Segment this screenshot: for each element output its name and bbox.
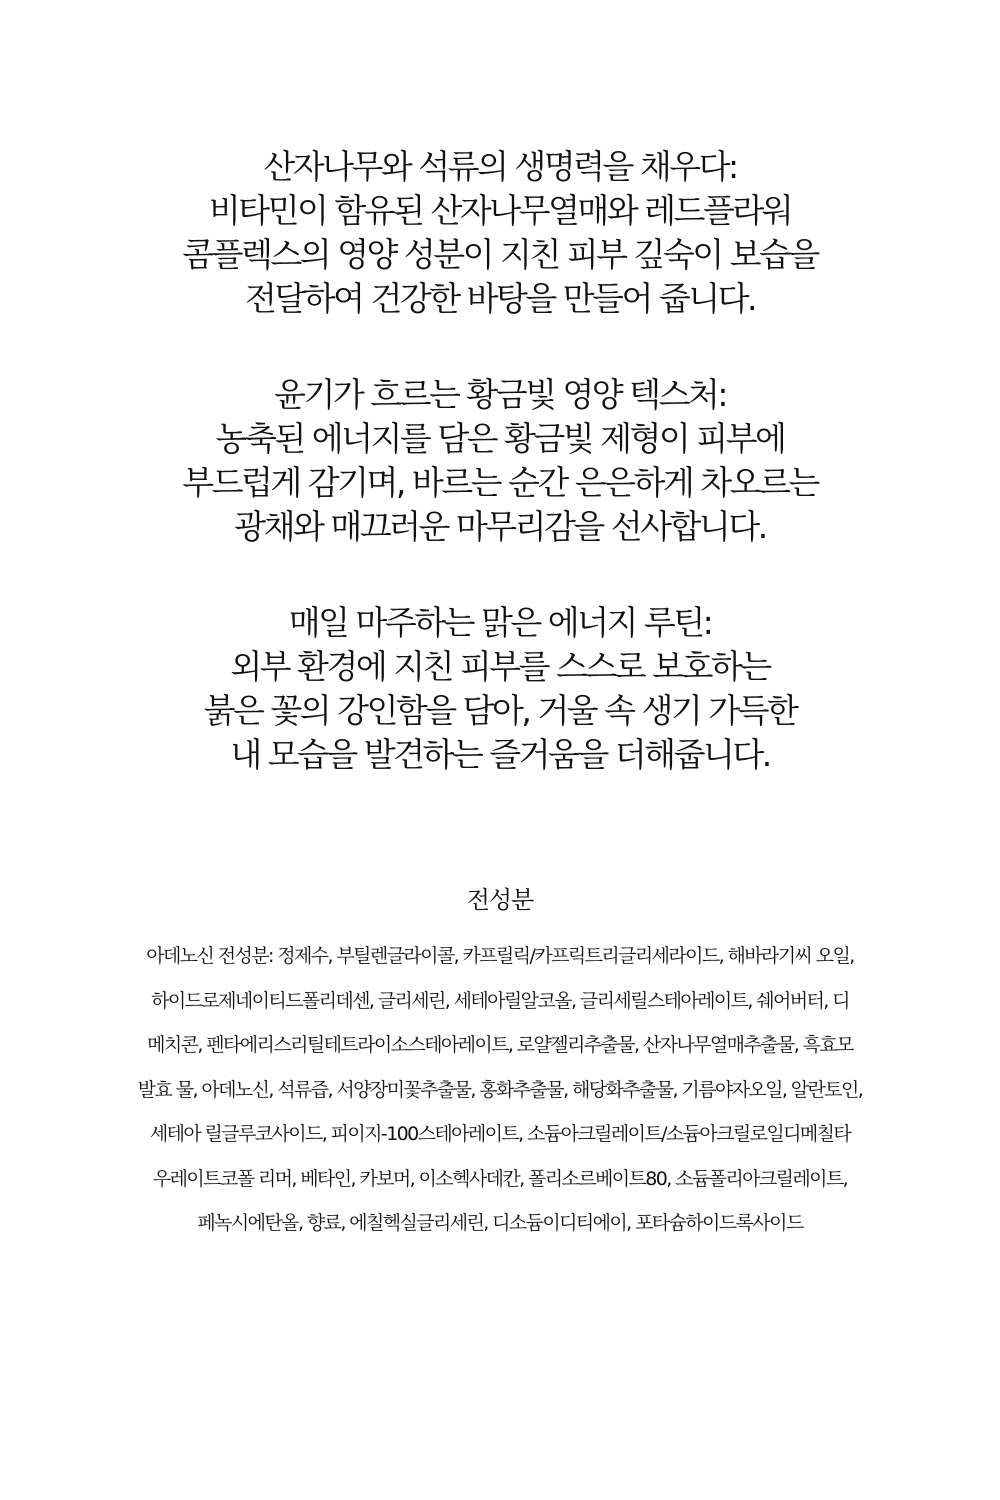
paragraph-line: 붉은 꽃의 강인함을 담아, 거울 속 생기 가득한	[203, 691, 797, 730]
ingredients-section	[0, 880, 1000, 1246]
paragraph-heading: 매일 마주하는 맑은 에너지 루틴:	[288, 603, 712, 642]
ingredients-line: 하이드로제네이티드폴리데센, 글리세린, 세테아릴알코올, 글리세릴스테아레이트, 쉐어버터, 디	[151, 989, 849, 1012]
ingredients-line: 메치콘, 펜타에리스리틸테트라이소스테아레이트, 로얄젤리추출물, 산자나무열매추출물, 흑효모	[147, 1034, 853, 1056]
paragraph-line: 전달하여 건강한 바탕을 만들어 줍니다.	[245, 279, 755, 318]
paragraph-line: 콤플렉스의 영양 성분이 지친 피부 깊숙이 보습을	[182, 235, 818, 274]
ingredients-line: 아데노신 전성분: 정제수, 부틸렌글라이콜, 카프릴릭/카프릭트리글리세라이드, 해바라기씨 오일,	[146, 945, 854, 967]
paragraph-line: 광채와 매끄러운 마무리감을 선사합니다.	[234, 507, 766, 546]
ingredients-line: 발효 물, 아데노신, 석류즙, 서양장미꽃추출물, 홍화추출물, 해당화추출물, 기름야자오일, 알란토인,	[137, 1078, 863, 1101]
intro-paragraph-1	[0, 145, 1000, 321]
paragraph-line: 내 모습을 발견하는 즐거움을 더해줍니다.	[230, 735, 770, 774]
ingredients-line: 세테아 릴글루코사이드, 피이지-100스테아레이트, 소듐아크릴레이트/소듐아크릴로일디메칠타	[149, 1123, 851, 1145]
intro-paragraph-2	[0, 373, 1000, 549]
paragraph-line: 농축된 에너지를 담은 황금빛 제형이 피부에	[215, 419, 785, 458]
intro-section	[0, 145, 1000, 777]
ingredients-title: 전성분	[466, 886, 534, 914]
paragraph-line: 부드럽게 감기며, 바르는 순간 은은하게 차오르는	[182, 463, 818, 502]
paragraph-line: 외부 환경에 지친 피부를 스스로 보호하는	[230, 647, 770, 686]
paragraph-line: 비타민이 함유된 산자나무열매와 레드플라워	[208, 191, 792, 230]
intro-paragraph-3	[0, 601, 1000, 777]
paragraph-heading: 윤기가 흐르는 황금빛 영양 텍스처:	[274, 375, 726, 414]
ingredients-line: 페녹시에탄올, 향료, 에칠헥실글리세린, 디소듐이디티에이, 포타슘하이드록사이드	[197, 1212, 803, 1234]
ingredients-line: 우레이트코폴 리머, 베타인, 카보머, 이소헥사데칸, 폴리소르베이트80, 소듐폴리아크릴레이트,	[152, 1167, 848, 1190]
paragraph-heading: 산자나무와 석류의 생명력을 채우다:	[263, 147, 737, 186]
